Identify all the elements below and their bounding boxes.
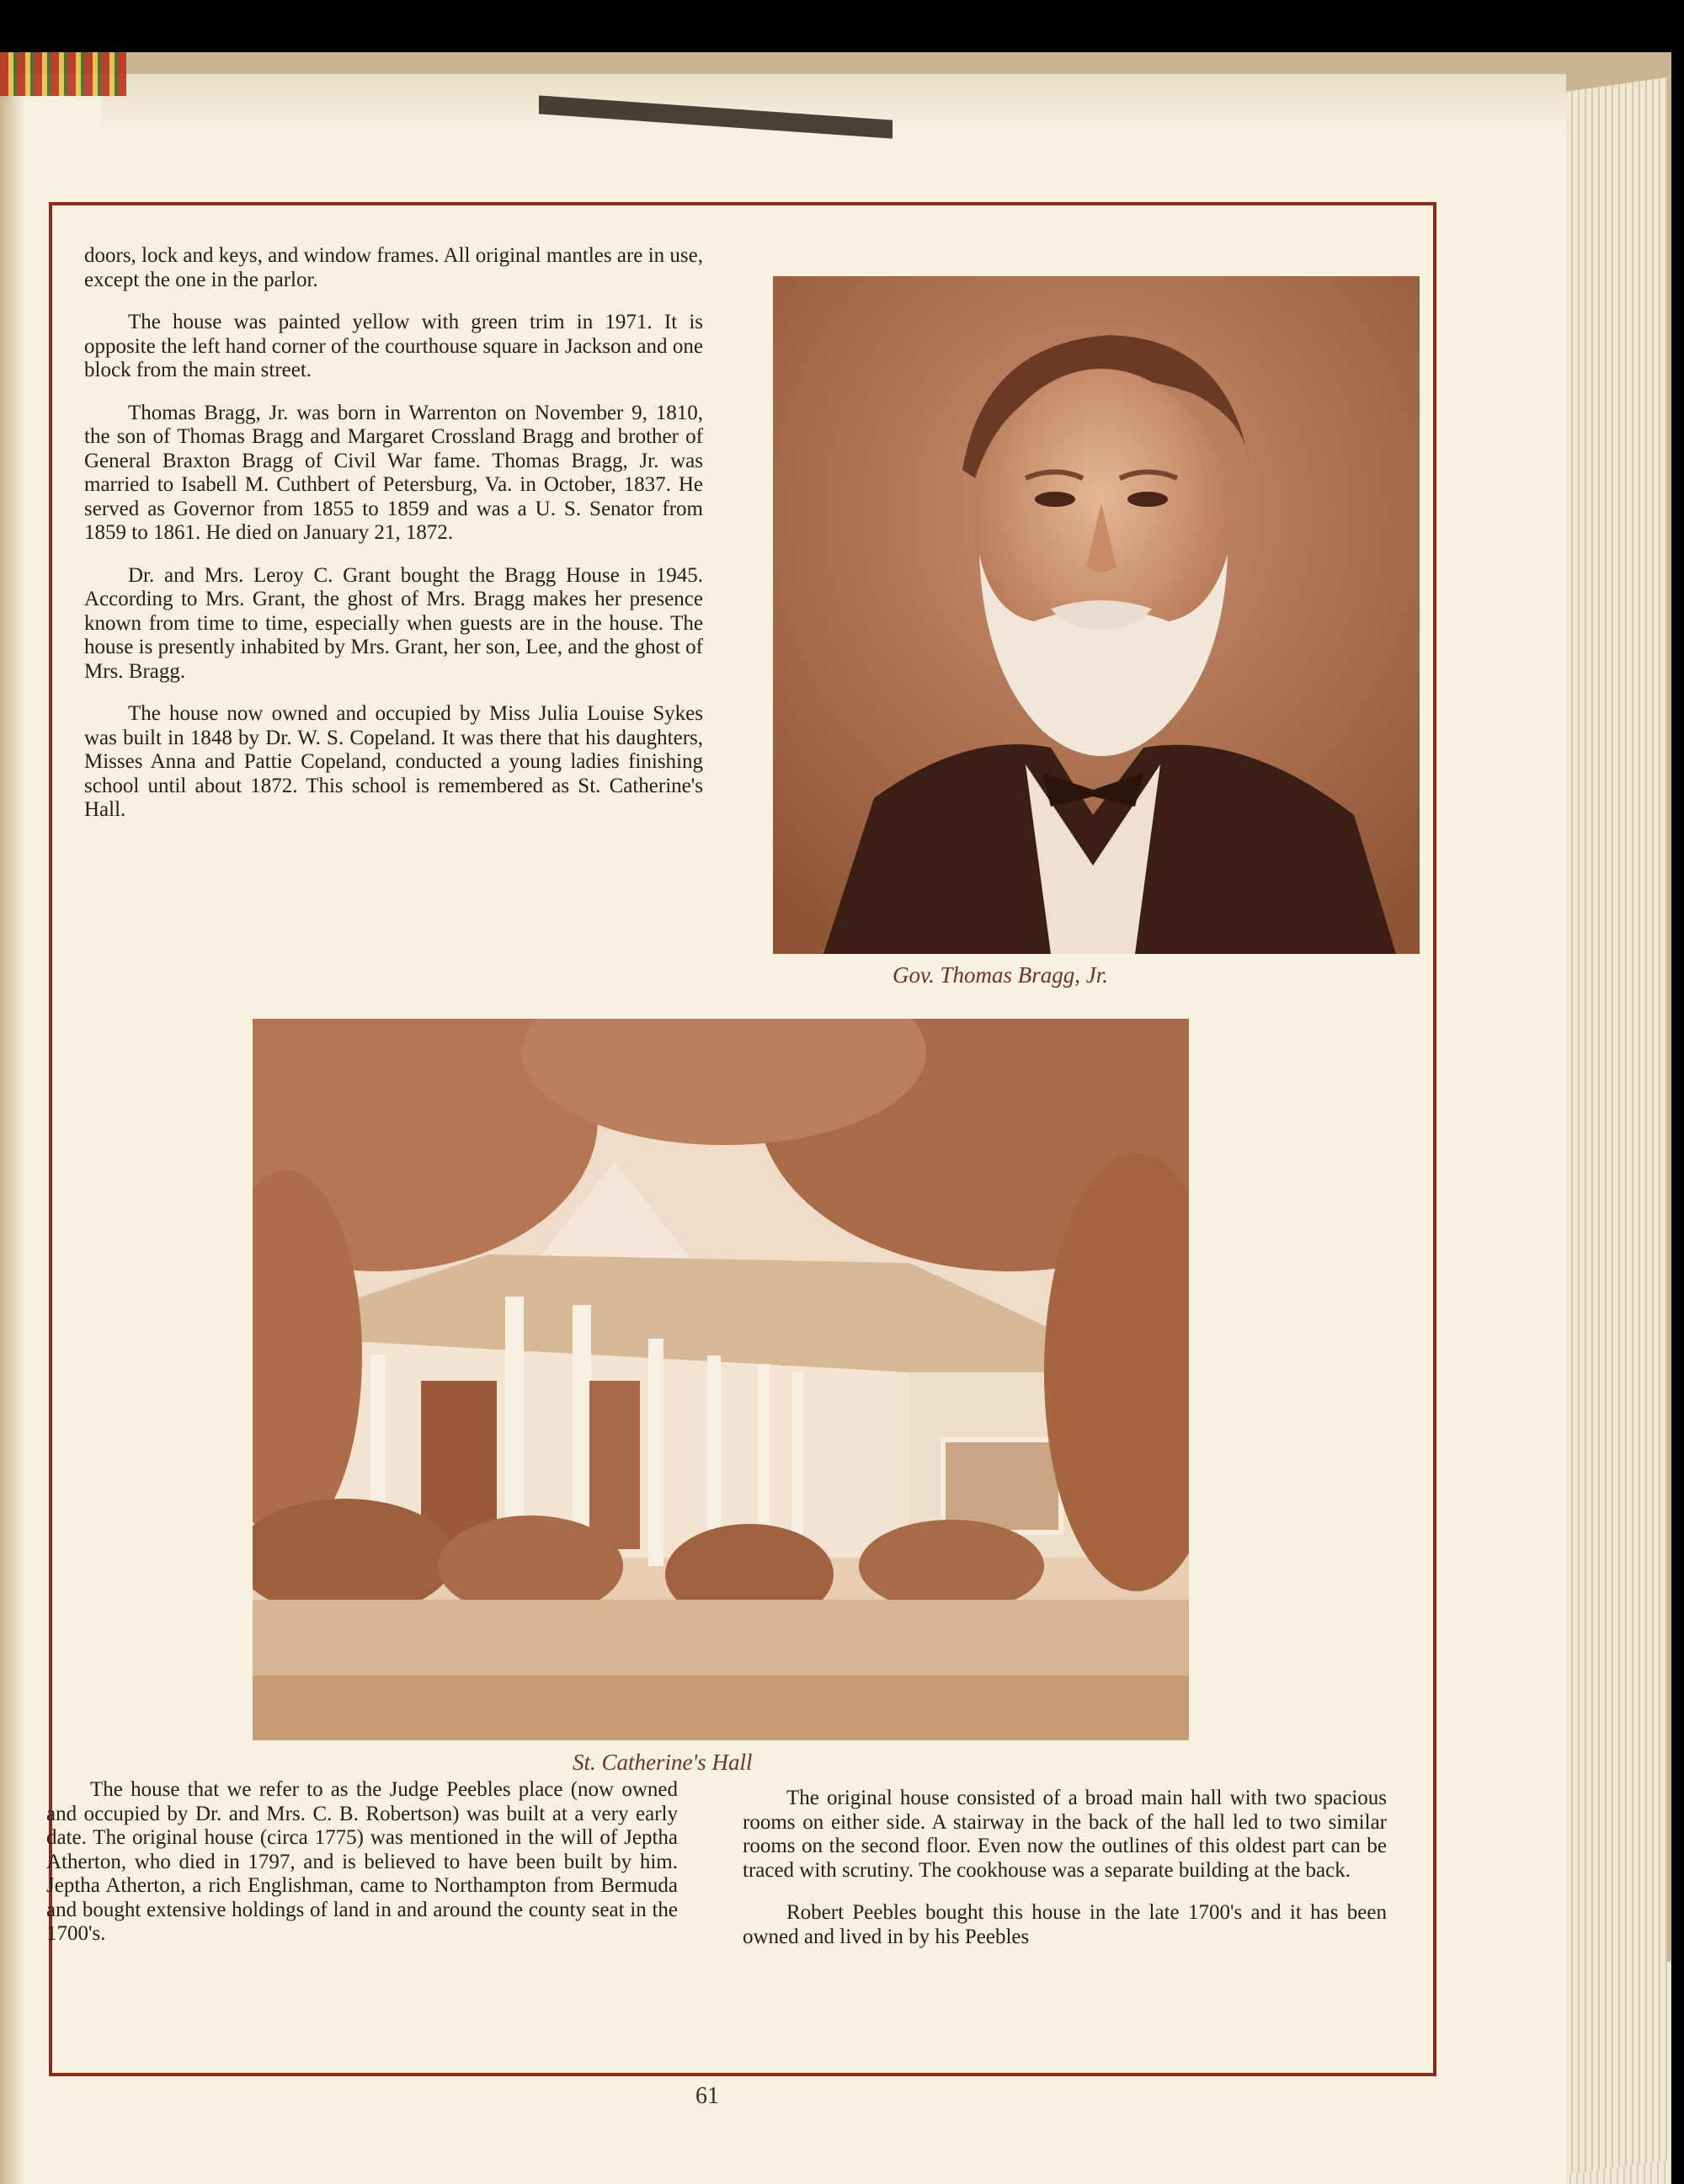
portrait-illustration (773, 276, 1420, 954)
portrait-photo (773, 276, 1420, 954)
paragraph: Robert Peebles bought this house in the late 1700's and it has been owned and lived in by his Peebles (743, 1901, 1387, 1948)
portrait-caption: Gov. Thomas Bragg, Jr. (893, 962, 1108, 988)
paragraph: The house was painted yellow with green trim in 1971. It is opposite the left hand corner of the courthouse square in Jackson and one block from the main street. (84, 311, 703, 381)
house-illustration (253, 1019, 1189, 1740)
paragraph: The house that we refer to as the Judge Peebles place (now owned and occupied by Dr. and Mrs. C. B. Robertson) was built at a very early date. The original house (circa 1775) was mentioned in the will of Jeptha Atherton, who died in 1797, and is believed to have been built by him. Jeptha Atherton, a rich Englishman, came to Northampton from Bermuda and bought extensive holdings of land in and around the county seat in the 1700's. (46, 1778, 678, 1945)
bottom-right-text-column (743, 1787, 1387, 1968)
paragraph: doors, lock and keys, and window frames. All original mantles are in use, except the one in the parlor. (84, 244, 703, 291)
paragraph: The original house consisted of a broad main hall with two spacious rooms on either side. A stairway in the back of the hall led to two similar rooms on the second floor. Even now the outlines of this oldest part can be traced with scrutiny. The cookhouse was a separate building at the back. (743, 1787, 1387, 1882)
paragraph: Thomas Bragg, Jr. was born in Warrenton on November 9, 1810, the son of Thomas Bragg and Margaret Crossland Bragg and brother of General Braxton Bragg of Civil War fame. Thomas Bragg, Jr. was married to Isabell M. Cuthbert of Petersburg, Va. in October, 1837. He served as Governor from 1855 to 1859 and was a U. S. Senator from 1859 to 1861. He died on January 21, 1872. (84, 401, 703, 544)
paragraph: The house now owned and occupied by Miss Julia Louise Sykes was built in 1848 by Dr. W. S. Copeland. It was there that his daughters, Misses Anna and Pattie Copeland, conducted a young ladies finishing school until about 1872. This school is remembered as St. Catherine's Hall. (84, 702, 703, 821)
binding-stitch (0, 52, 126, 96)
house-caption: St. Catherine's Hall (573, 1750, 753, 1775)
top-text-column (84, 244, 703, 841)
spine-shadow (0, 74, 25, 2184)
paragraph: Dr. and Mrs. Leroy C. Grant bought the Bragg House in 1945. According to Mrs. Grant, the ghost of Mrs. Bragg makes her presence known from time to time, especially when guests are in the house. The house is presently inhabited by Mrs. Grant, her son, Lee, and the ghost of Mrs. Bragg. (84, 563, 703, 683)
house-photo (253, 1019, 1189, 1740)
page-number: 61 (695, 2083, 719, 2109)
bottom-left-text-column (46, 1778, 678, 1965)
